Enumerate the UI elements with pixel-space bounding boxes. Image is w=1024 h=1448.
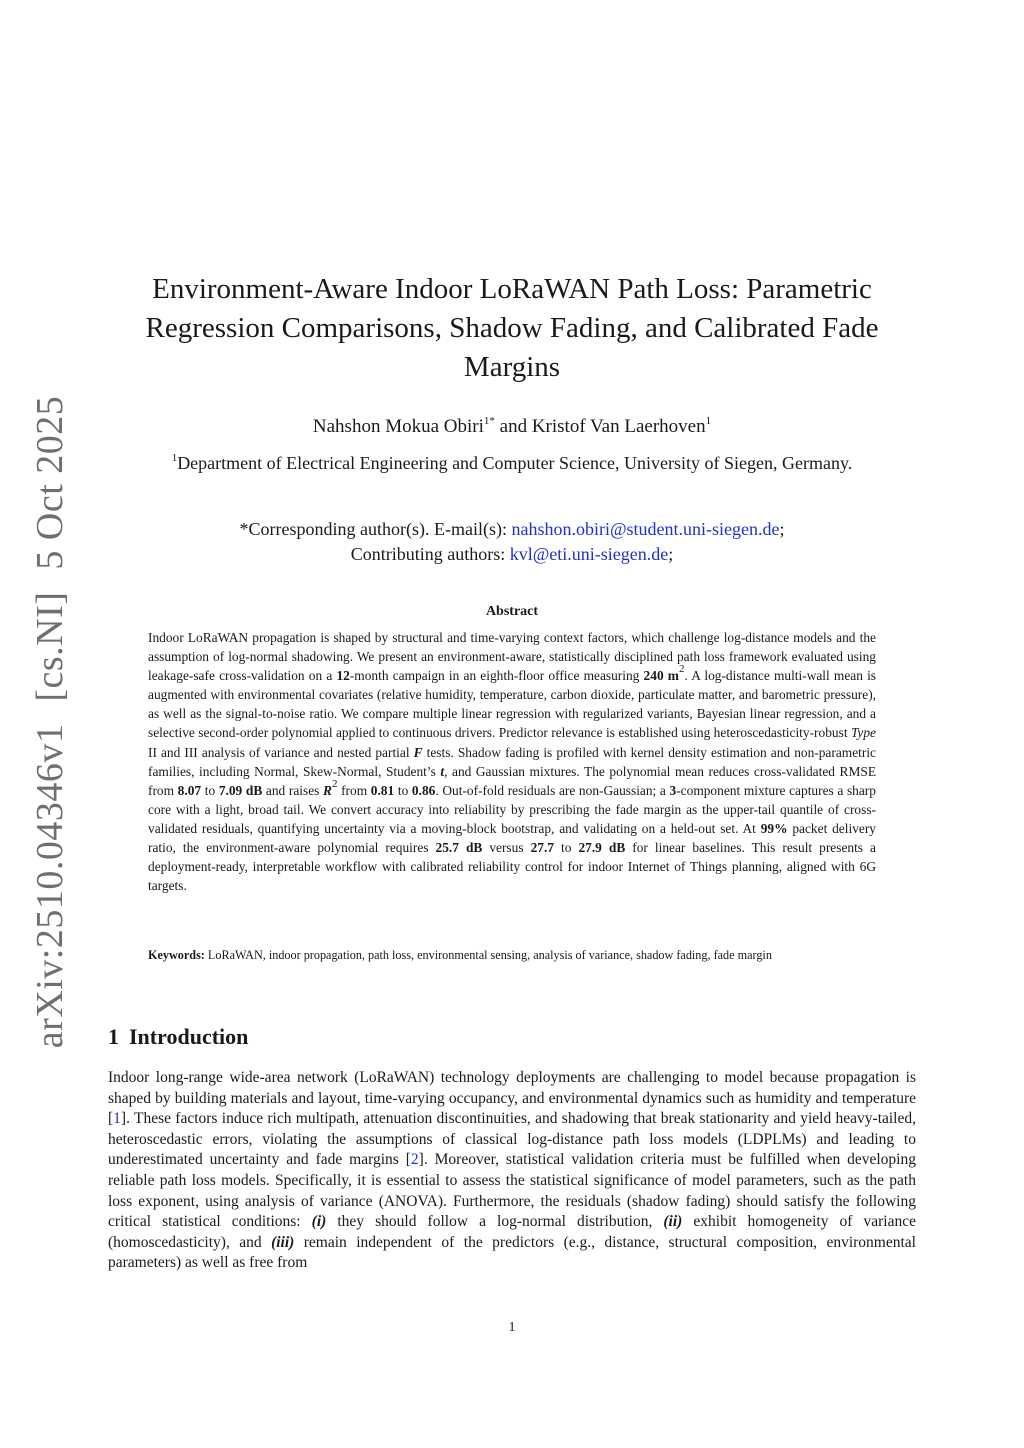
abstract-value: 0.86 xyxy=(411,782,436,798)
abstract-text: II and III analysis of variance and nested partial xyxy=(148,744,414,760)
correspondence-block xyxy=(0,517,1024,567)
intro-text: Indoor long-range wide-area network (LoRaWAN) technology deployments are challenging to model because propagation is shaped by building materials and layout, time-varying occupancy, and environmental dynamics such as humidity and temperature [ xyxy=(108,1069,916,1128)
abstract-text: . A log-distance multi-wall mean is augmented with environmental covariates (relative humidity, temperature, carbon dioxide, particulate matter, and barometric pressure), as well as the signal-to-noise ratio. We compare multiple linear regression with regularized variants, Bayesian linear regression, and a selective second-order polynomial applied to continuous drivers. Predictor relevance is established using heteroscedasticity-robust xyxy=(148,668,877,741)
abstract-value: 0.81 xyxy=(370,782,395,798)
author-list xyxy=(0,416,1024,438)
abstract-math-symbol: F xyxy=(413,744,423,760)
abstract-value: 25.7 dB xyxy=(435,840,483,856)
enumeration-marker: (iii) xyxy=(271,1233,295,1251)
section-title: Introduction xyxy=(129,1024,249,1049)
intro-text: they should follow a log-normal distribution, xyxy=(326,1213,664,1231)
abstract-value: 12 xyxy=(336,668,350,684)
abstract-text: from xyxy=(337,782,371,798)
introduction-paragraph xyxy=(108,1068,916,1274)
contributing-email-link[interactable]: kvl@eti.uni-siegen.de xyxy=(509,544,669,564)
section-heading-introduction xyxy=(108,1024,258,1050)
contributing-label: Contributing authors: xyxy=(350,544,510,564)
abstract-math-symbol: t xyxy=(440,763,445,779)
author-van-laerhoven-affiliation-mark: 1 xyxy=(705,415,712,427)
abstract-text: for linear baselines. This result presents a deployment-ready, interpretable workflow with calibrated reliability control for indoor Internet of Things planning, aligned with 6G targets. xyxy=(148,840,876,894)
abstract-heading: Abstract xyxy=(485,604,539,619)
arxiv-category: [cs.NI] xyxy=(29,591,71,702)
abstract-text: tests. Shadow fading is profiled with kernel density estimation and non-parametric families, including Normal, Skew-Normal, Student’s xyxy=(148,744,876,779)
affiliation-text: Department of Electrical Engineering and Computer Science, University of Siegen, Germany. xyxy=(177,453,853,473)
keywords-list: LoRaWAN, indoor propagation, path loss, environmental sensing, analysis of variance, shadow fading, fade margin xyxy=(204,948,772,962)
affiliation xyxy=(0,453,1024,474)
keywords-label: Keywords: xyxy=(148,948,205,962)
arxiv-id: arXiv:2510.04346v1 xyxy=(29,723,71,1049)
author-obiri: Nahshon Mokua Obiri xyxy=(312,416,484,437)
abstract-text: packet delivery ratio, the environment-aware polynomial requires xyxy=(148,820,876,856)
arxiv-date: 5 Oct 2025 xyxy=(29,395,71,570)
contributing-suffix: ; xyxy=(668,544,674,564)
intro-text: exhibit homogeneity of variance (homoscedasticity), and xyxy=(108,1213,916,1251)
abstract-superscript: 2 xyxy=(331,777,338,790)
abstract-text: . Out-of-fold residuals are non-Gaussian; a xyxy=(435,782,670,798)
abstract-math-symbol: R xyxy=(323,782,332,798)
corresponding-author-line xyxy=(0,517,1024,542)
intro-text: ]. Moreover, statistical validation criteria must be fulfilled when developing reliable path loss models. Specifically, it is essential to assess the statistical significance of model parameters, such as the path loss exponent, using analysis of variance (ANOVA). Furthermore, the residuals (shadow fading) should satisfy the following critical statistical conditions: xyxy=(108,1151,916,1231)
intro-text: ]. These factors induce rich multipath, attenuation discontinuities, and shadowing that break stationarity and yield heavy-tailed, heteroscedastic errors, violating the assumptions of classical log-distance path loss models (LDPLMs) and leading to underestimated uncertainty and fade margins [ xyxy=(108,1110,916,1169)
abstract-italic-term: Type xyxy=(850,725,876,741)
enumeration-marker: (i) xyxy=(311,1213,327,1231)
page-number: 1 xyxy=(508,1320,516,1335)
abstract-value: 27.9 dB xyxy=(578,840,626,856)
enumeration-marker: (ii) xyxy=(663,1213,683,1231)
abstract-body xyxy=(148,628,876,895)
abstract-value: 99% xyxy=(760,820,788,836)
arxiv-identifier-stamp xyxy=(28,385,72,1060)
abstract-value: 8.07 xyxy=(177,782,202,798)
paper-title: Environment-Aware Indoor LoRaWAN Path Loss: Parametric Regression Comparisons, Shadow Fading, and Calibrated Fade Margins xyxy=(145,273,879,383)
abstract-value: 7.09 dB xyxy=(218,782,263,798)
corresponding-suffix: ; xyxy=(779,519,785,539)
abstract-text: versus xyxy=(482,840,531,856)
intro-text: remain independent of the predictors (e.g., distance, structural composition, environmental parameters) as well as free from xyxy=(108,1233,916,1272)
abstract-superscript: 2 xyxy=(678,663,685,676)
abstract-value: 27.7 xyxy=(530,840,554,856)
abstract-text: -component mixture captures a sharp core with a light, broad tail. We convert accuracy into reliability by prescribing the fade margin as the upper-tail quantile of cross-validated residuals, quantifying uncertainty via a moving-block bootstrap, and validating on a held-out set. At xyxy=(148,782,876,836)
corresponding-email-link[interactable]: nahshon.obiri@student.uni-siegen.de xyxy=(511,519,780,539)
abstract-text: to xyxy=(201,782,219,798)
abstract-text: to xyxy=(394,782,412,798)
keywords xyxy=(148,946,876,964)
abstract-text: Indoor LoRaWAN propagation is shaped by structural and time-varying context factors, which challenge log-distance models and the assumption of log-normal shadowing. We present an environment-aware, statistically disciplined path loss framework evaluated using leakage-safe cross-validation on a xyxy=(148,630,876,684)
affiliation-mark: 1 xyxy=(171,452,178,464)
abstract-value: 3 xyxy=(669,782,677,798)
corresponding-label: *Corresponding author(s). E-mail(s): xyxy=(239,519,512,539)
section-number: 1 xyxy=(108,1024,119,1049)
citation-link[interactable]: 2 xyxy=(410,1151,419,1169)
author-conjunction: and xyxy=(494,416,532,437)
abstract-text: to xyxy=(554,840,579,856)
abstract-text: -month campaign in an eighth-floor office measuring xyxy=(349,668,644,684)
contributing-author-line xyxy=(0,542,1024,567)
citation-link[interactable]: 1 xyxy=(113,1110,121,1128)
abstract-text: and raises xyxy=(262,782,324,798)
abstract-value: 240 m xyxy=(643,668,679,684)
author-van-laerhoven: Kristof Van Laerhoven xyxy=(531,416,706,437)
abstract-text: , and Gaussian mixtures. The polynomial mean reduces cross-validated RMSE from xyxy=(148,763,876,798)
author-obiri-affiliation-mark: 1* xyxy=(483,415,495,427)
